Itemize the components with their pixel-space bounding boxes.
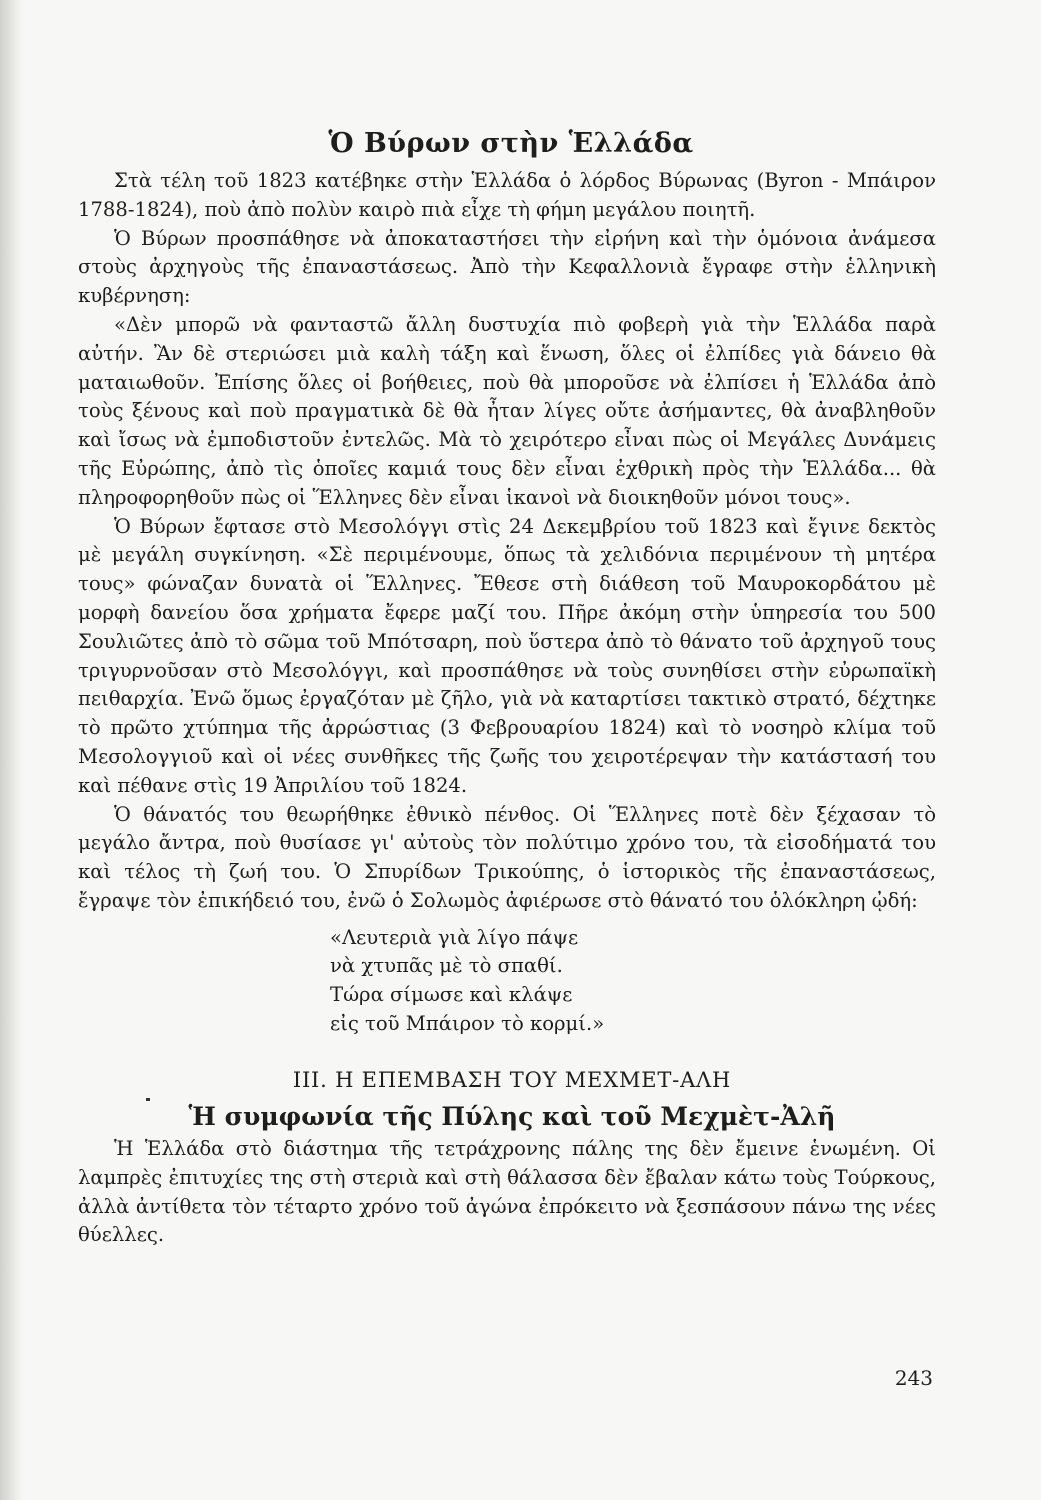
poem-line: «Λευτεριὰ γιὰ λίγο πάψε bbox=[330, 925, 579, 949]
poem-line: Τώρα σίμωσε καὶ κλάψε bbox=[330, 982, 573, 1006]
paragraph: Ἡ Ἑλλάδα στὸ διάστημα τῆς τετράχρονης πάλης της δὲν ἔμεινε ἑνωμένη. Οἱ λαμπρὲς ἐπιτυχίες της στὴ στεριὰ καὶ στὴ θάλασσα δὲν ἔβαλαν κάτω τοὺς Τούρκους, ἀλλὰ ἀντίθετα τὸν τέταρτο χρόνο τοῦ ἀγώνα ἐπρόκειτο νὰ ξεσπάσουν πάνω της νέες θύελλες. bbox=[78, 1137, 936, 1247]
paragraph: Ὁ Βύρων ἔφτασε στὸ Μεσολόγγι στὶς 24 Δεκεμβρίου τοῦ 1823 καὶ ἔγινε δεκτὸς μὲ μεγάλη συγκίνηση. «Σὲ περιμένουμε, ὅπως τὰ χελιδόνια περιμένουν τὴ μητέρα τους» φώναζαν δυνατὰ οἱ Ἕλληνες. Ἔθεσε στὴ διάθεση τοῦ Μαυροκορδάτου μὲ μορφὴ δανείου ὅσα χρήματα ἔφερε μαζί του. Πῆρε ἀκόμη στὴν ὑπηρεσία του 500 Σουλιῶτες ἀπὸ τὸ σῶμα τοῦ Μπότσαρη, ποὺ ὕστερα ἀπὸ τὸ θάνατο τοῦ ἀρχηγοῦ τους τριγυρνοῦσαν στὸ Μεσολόγγι, καὶ προσπάθησε νὰ τοὺς συνηθίσει στὴν εὐρωπαϊκὴ πειθαρχία. Ἐνῶ ὅμως ἐργαζόταν μὲ ζῆλο, γιὰ νὰ καταρτίσει τακτικὸ στρατό, δέχτηκε τὸ πρῶτο χτύπημα τῆς ἀρρώστιας (3 Φεβρουαρίου 1824) καὶ τὸ νοσηρὸ κλίμα τοῦ Μεσολογγιοῦ καὶ οἱ νέες συνθῆκες τῆς ζωῆς του χειροτέρεψαν τὴν κατάστασή του καὶ πέθανε στὶς 19 Ἀπριλίου τοῦ 1824. bbox=[78, 514, 936, 797]
subsection-title: Ἡ συμφωνία τῆς Πύλης καὶ τοῦ Μεχμὲτ-Ἀλῆ bbox=[188, 1102, 836, 1132]
section-title: Ὁ Βύρων στὴν Ἑλλάδα bbox=[328, 128, 694, 159]
poem-verse bbox=[330, 924, 936, 1038]
page-number: 243 bbox=[894, 1366, 933, 1390]
paragraph: Ὁ θάνατός του θεωρήθηκε ἐθνικὸ πένθος. Οἱ Ἕλληνες ποτὲ δὲν ξέχασαν τὸ μεγάλο ἄντρα, ποὺ θυσίασε γι' αὐτοὺς τὸν πολύτιμο χρόνο του, τὰ εἰσοδήματά του καὶ τέλος τὴ ζωή του. Ὁ Σπυρίδων Τρικούπης, ὁ ἱστορικὸς τῆς ἐπαναστάσεως, ἔγραψε τὸν ἐπικήδειό του, ἐνῶ ὁ Σολωμὸς ἀφιέρωσε στὸ θάνατό του ὁλόκληρη ᾠδή: bbox=[78, 802, 936, 912]
document-page bbox=[78, 128, 936, 1250]
quoted-letter-paragraph: «Δὲν μπορῶ νὰ φανταστῶ ἄλλη δυστυχία πιὸ φοβερὴ γιὰ τὴν Ἑλλάδα παρὰ αὐτήν. Ἂν δὲ στεριώσει μιὰ καλὴ τάξη καὶ ἕνωση, ὅλες οἱ ἐλπίδες γιὰ δάνειο θὰ ματαιωθοῦν. Ἐπίσης ὅλες οἱ βοήθειες, ποὺ θὰ μποροῦσε νὰ ἐλπίσει ἡ Ἑλλάδα ἀπὸ τοὺς ξένους καὶ ποὺ πραγματικὰ δὲ θὰ ἦταν λίγες οὔτε ἀσήμαντες, θὰ ἀναβληθοῦν καὶ ἴσως νὰ ἐμποδιστοῦν ἐντελῶς. Μὰ τὸ χειρότερο εἶναι πὼς οἱ Μεγάλες Δυνάμεις τῆς Εὐρώπης, ἀπὸ τὶς ὁποῖες καμιά τους δὲν εἶναι ἐχθρικὴ πρὸς τὴν Ἑλλάδα... θὰ πληροφορηθοῦν πὼς οἱ Ἕλληνες δὲν εἶναι ἱκανοὶ νὰ διοικηθοῦν μόνοι τους». bbox=[78, 312, 936, 509]
paragraph: Ὁ Βύρων προσπάθησε νὰ ἀποκαταστήσει τὴν εἰρήνη καὶ τὴν ὁμόνοια ἀνάμεσα στοὺς ἀρχηγοὺς τῆς ἐπαναστάσεως. Ἀπὸ τὴν Κεφαλλονιὰ ἔγραφε στὴν ἑλληνικὴ κυβέρνηση: bbox=[78, 226, 936, 308]
print-speck bbox=[146, 1098, 150, 1101]
poem-line: νὰ χτυπᾶς μὲ τὸ σπαθί. bbox=[330, 954, 563, 978]
poem-line: εἰς τοῦ Μπάιρον τὸ κορμί.» bbox=[330, 1011, 605, 1035]
chapter-heading: III. Η ΕΠΕΜΒΑΣΗ ΤΟΥ ΜΕΧΜΕΤ-ΑΛΗ bbox=[292, 1068, 732, 1093]
paragraph: Στὰ τέλη τοῦ 1823 κατέβηκε στὴν Ἑλλάδα ὁ λόρδος Βύρωνας (Byron - Μπάιρον 1788-1824), ποὺ ἀπὸ πολὺν καιρὸ πιὰ εἶχε τὴ φήμη μεγάλου ποιητῆ. bbox=[78, 169, 936, 221]
page-gutter-shadow bbox=[0, 0, 22, 1500]
